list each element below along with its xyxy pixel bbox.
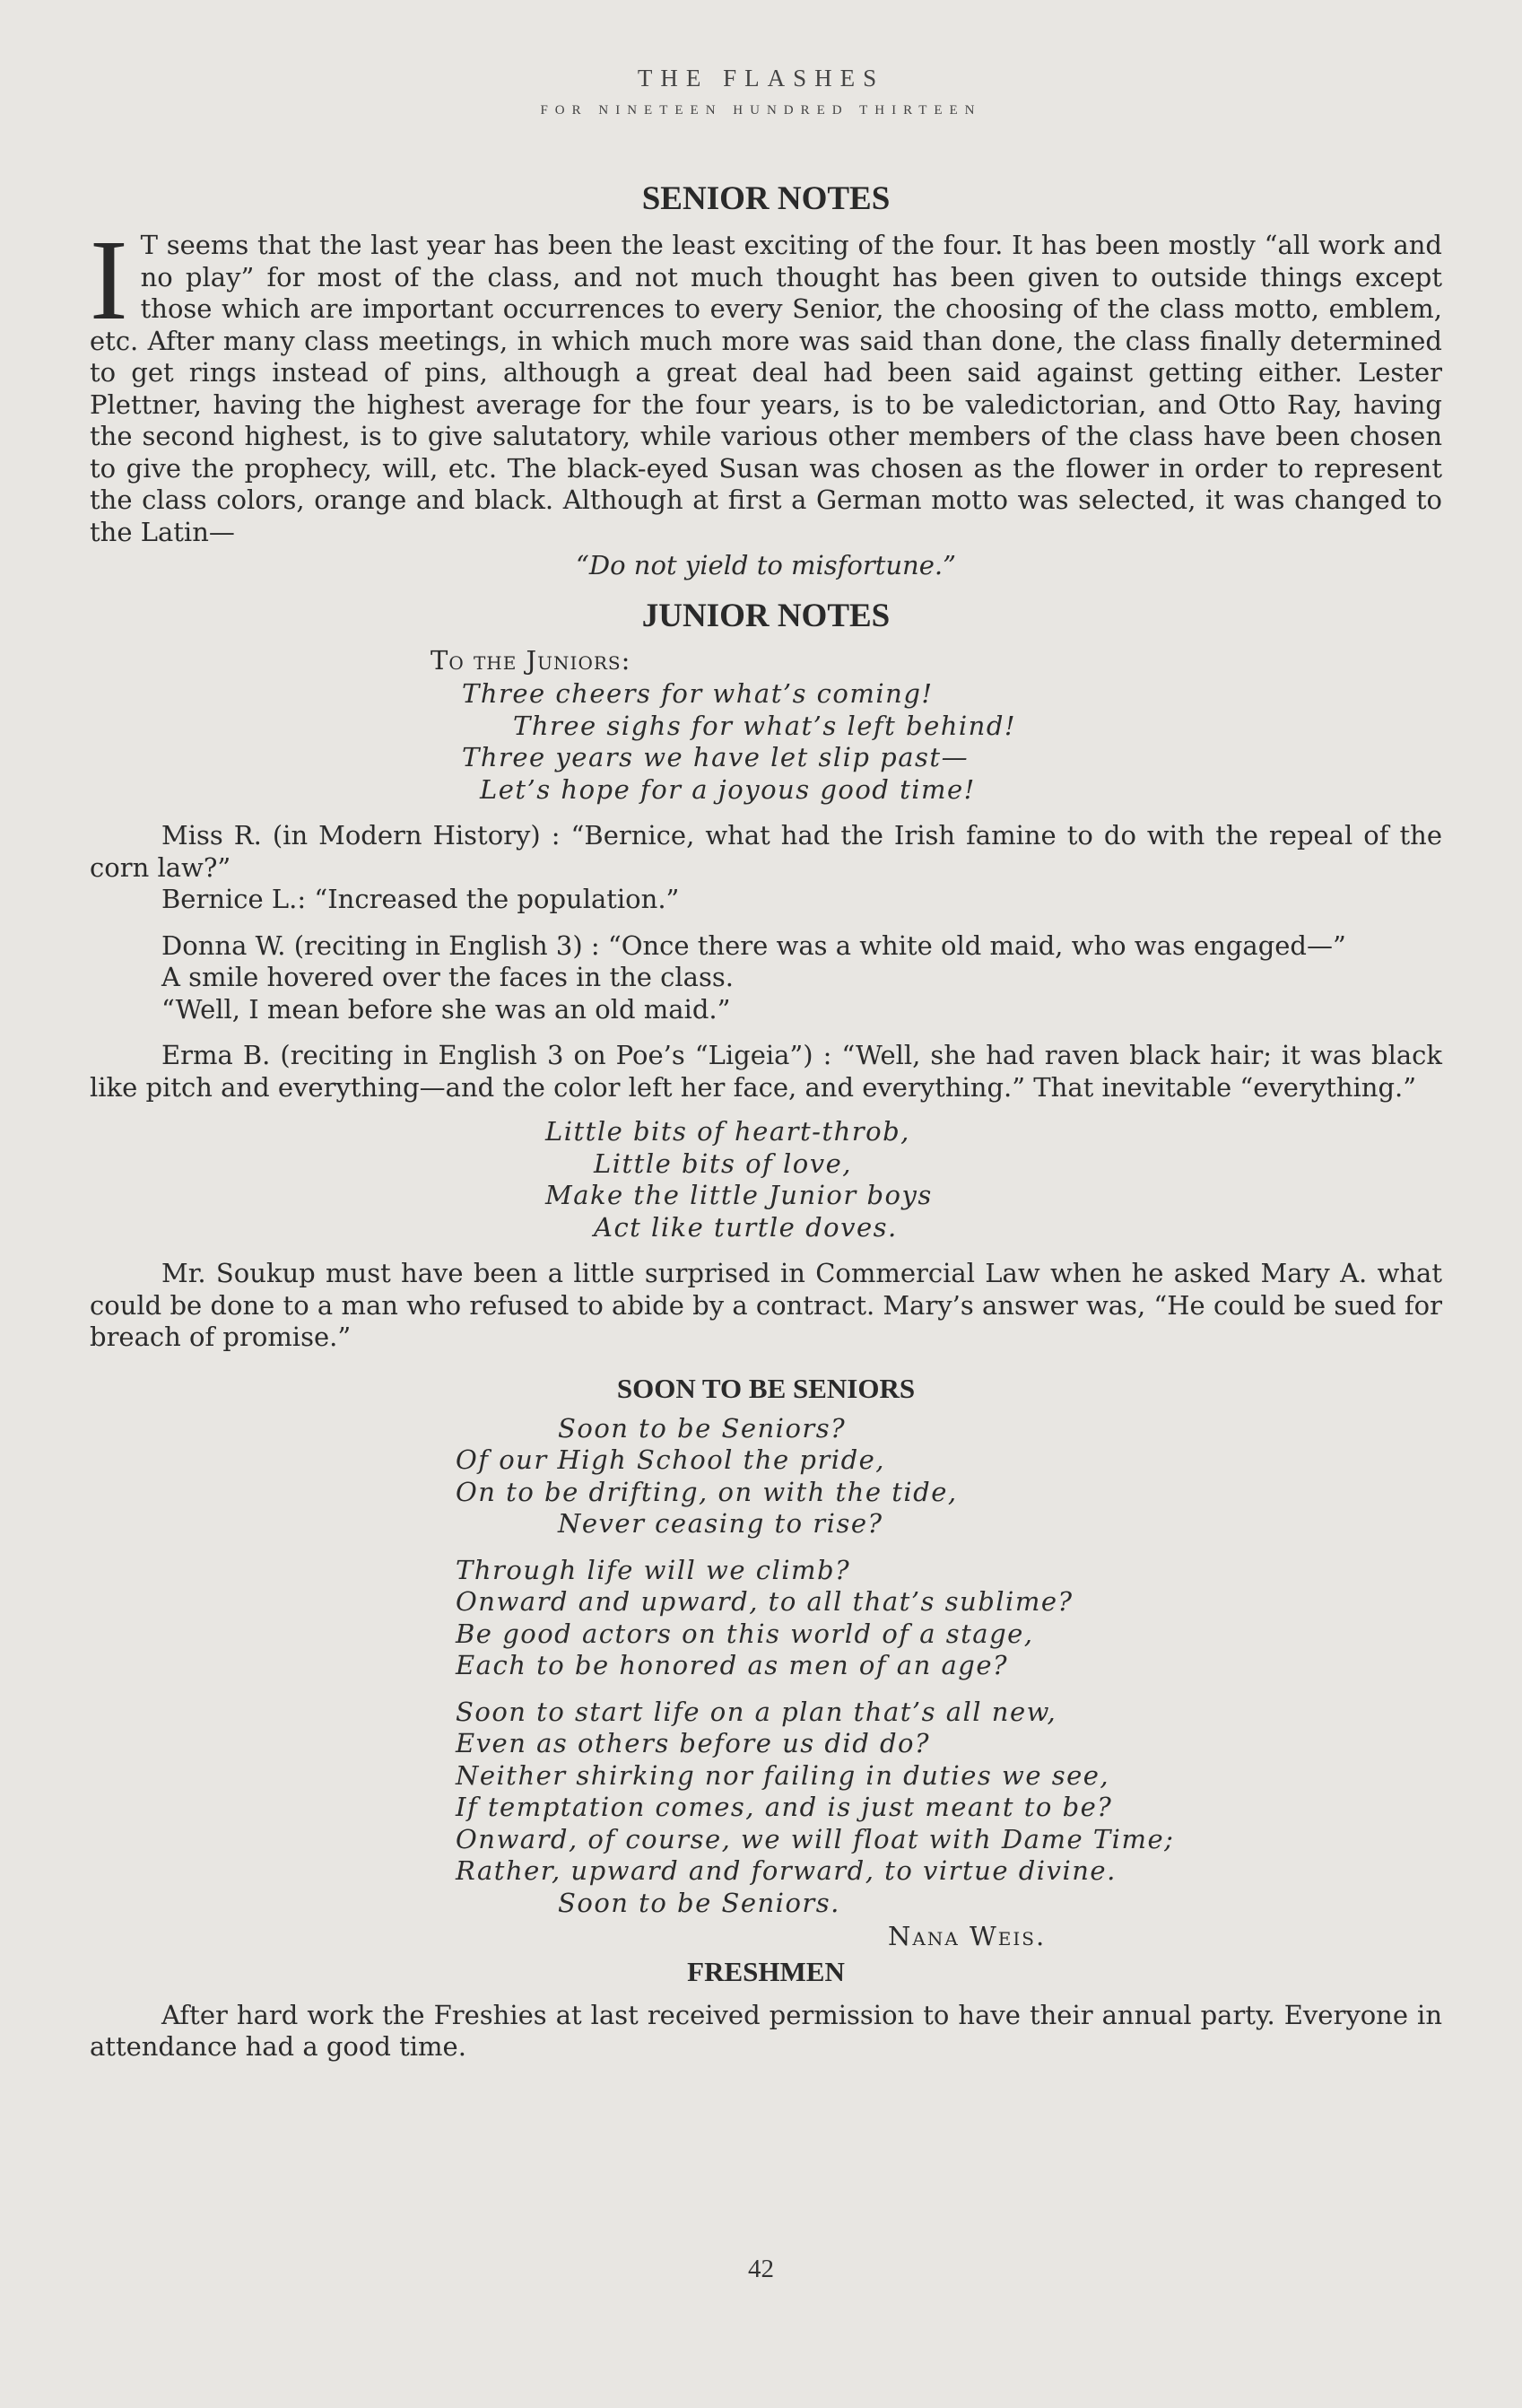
- poem-line: Never ceasing to rise?: [558, 1508, 883, 1539]
- junior-anecdote: Erma B. (reciting in English 3 on Poe’s “Ligeia”) : “Well, she had raven black hair; it was black like pitch and everything—and the color left her face, and everything.” That inevitable “everything.”: [90, 1040, 1442, 1103]
- poem-line: Neither shirking nor failing in duties we see,: [456, 1759, 1110, 1791]
- poem-line: Of our High School the pride,: [456, 1444, 886, 1475]
- poem-line: Three cheers for what’s coming!: [462, 678, 934, 709]
- poem-line: Each to be honored as men of an age?: [456, 1650, 1009, 1680]
- poem-line: On to be drifting, on with the tide,: [456, 1476, 958, 1507]
- junior-anecdote: Miss R. (in Modern History) : “Bernice, what had the Irish famine to do with the repeal of the corn law?”: [90, 820, 1442, 883]
- junior-salutation: To the Juniors:: [431, 644, 631, 676]
- poem-line: Three sighs for what’s left behind!: [513, 710, 1017, 741]
- junior-anecdote: Mr. Soukup must have been a little surprised in Commercial Law when he asked Mary A. what could be done to a man who refused to abide by a contract. Mary’s answer was, “He could be sued for breach of promise.”: [90, 1258, 1442, 1352]
- poem-line: Onward, of course, we will float with Dame Time;: [456, 1823, 1175, 1854]
- poem-line: Make the little Junior boys: [545, 1180, 933, 1210]
- poem-line: Even as others before us did do?: [456, 1728, 931, 1758]
- junior-anecdote: Bernice L.: “Increased the population.”: [161, 884, 680, 914]
- junior-notes-heading: JUNIOR NOTES: [641, 597, 891, 634]
- soon-seniors-poem: [90, 1413, 1442, 1920]
- freshmen-heading: FRESHMEN: [687, 1955, 845, 1987]
- freshmen-paragraph: After hard work the Freshies at last received permission to have their annual party. Everyone in attendance had a good time.: [90, 1999, 1442, 2062]
- poem-stanza: [90, 1697, 1442, 1920]
- senior-notes-heading: SENIOR NOTES: [641, 180, 891, 217]
- poem-stanza: [90, 1555, 1442, 1682]
- page-number: 42: [748, 2255, 774, 2283]
- poem-line: Through life will we climb?: [456, 1554, 851, 1585]
- poem-line: Little bits of love,: [594, 1147, 852, 1179]
- junior-poem: [90, 678, 1442, 806]
- poem-line: Little bits of heart-throb,: [545, 1116, 910, 1147]
- drop-cap: I: [90, 216, 128, 344]
- poem-line: Onward and upward, to all that’s sublime?: [456, 1586, 1074, 1617]
- poem-line: Soon to be Seniors?: [558, 1412, 847, 1444]
- junior-anecdote: “Well, I mean before she was an old maid.”: [161, 993, 731, 1025]
- junior-anecdote: A smile hovered over the faces in the class.: [161, 962, 734, 992]
- junior-poem-2: [90, 1116, 1442, 1243]
- senior-notes-text: T seems that the last year has been the least exciting of the four. It has been mostly “all work and no play” for most of the class, and not much thought has been given to outside things except those which are important occurrences to every Senior, the choosing of the class motto, emblem, etc. After many class meetings, in which much more was said than done, the class finally determined to get rings instead of pins, although a great deal had been said against getting either. Lester Plettner, having the highest average for the four years, is to be valedictorian, and Otto Ray, having the second highest, is to give salutatory, while various other members of the class have been chosen to give the prophecy, will, etc. The black-eyed Susan was chosen as the flower in order to represent the class colors, orange and black. Although at first a German motto was selected, it was changed to the Latin—: [90, 230, 1442, 547]
- poem-line: If temptation comes, and is just meant to be?: [456, 1792, 1113, 1822]
- poem-signature: Nana Weis.: [888, 1921, 1047, 1951]
- poem-line: Soon to be Seniors.: [558, 1887, 840, 1918]
- poem-stanza: [90, 1413, 1442, 1540]
- senior-notes-paragraph: [90, 216, 1442, 548]
- poem-line: Let’s hope for a joyous good time!: [480, 773, 976, 805]
- poem-line: Rather, upward and forward, to virtue divine.: [456, 1855, 1117, 1886]
- class-motto: “Do not yield to misfortune.”: [576, 550, 956, 580]
- poem-line: Soon to start life on a plan that’s all new,: [456, 1696, 1057, 1727]
- article-body: [90, 179, 1442, 2063]
- running-head-title: THE FLASHES: [637, 65, 885, 92]
- junior-anecdote: Donna W. (reciting in English 3) : “Once there was a white old maid, who was engaged—”: [161, 929, 1346, 961]
- poem-line: Be good actors on this world of a stage,: [456, 1618, 1034, 1649]
- running-head-subtitle: FOR NINETEEN HUNDRED THIRTEEN: [540, 103, 982, 118]
- soon-seniors-heading: SOON TO BE SENIORS: [616, 1372, 916, 1404]
- poem-line: Three years we have let slip past—: [462, 742, 970, 772]
- poem-line: Act like turtle doves.: [594, 1211, 898, 1243]
